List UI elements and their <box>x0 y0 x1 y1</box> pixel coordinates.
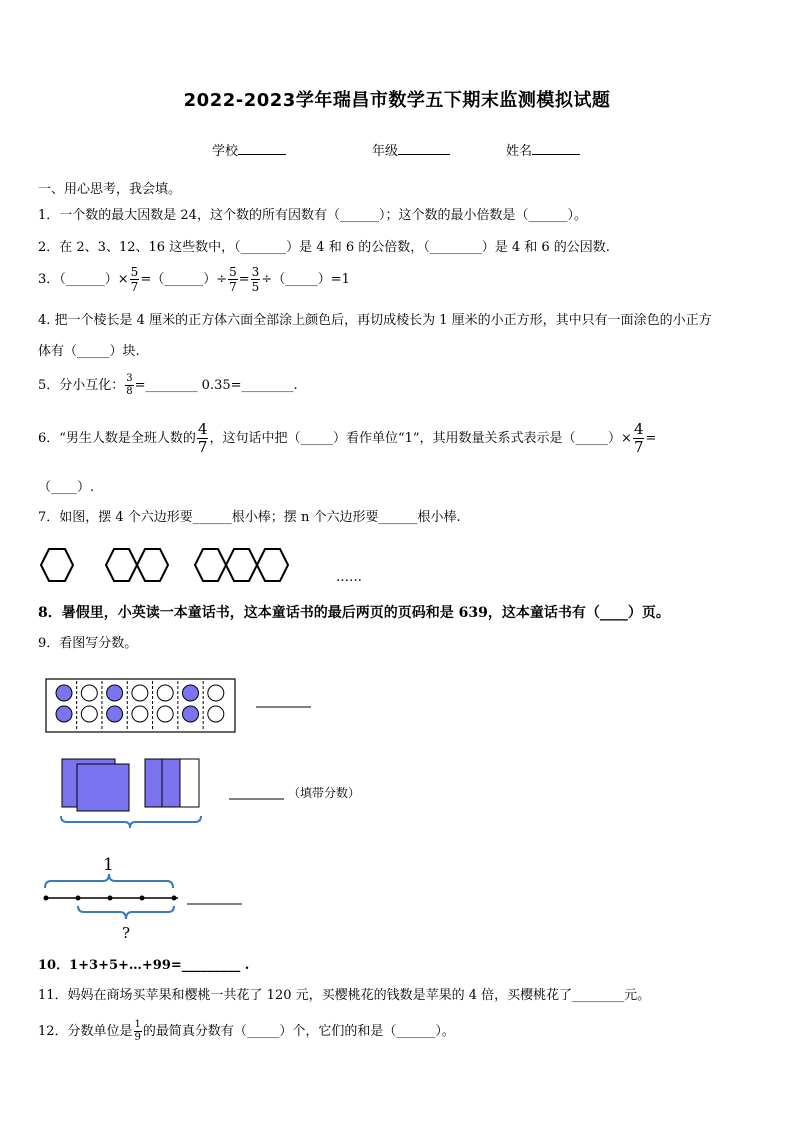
question-11: 11．妈妈在商场买苹果和樱桃一共花了 120 元，买樱桃花的钱数是苹果的 4 倍，买樱桃花了________元。 <box>38 988 651 1003</box>
school-label: 学校 <box>212 144 239 159</box>
fraction: $\frac{3}{5}$ <box>251 265 260 294</box>
mixed-number-hint: （填带分数） <box>288 786 361 800</box>
fraction: $\frac{5}{7}$ <box>130 265 139 294</box>
number-line-label-bottom: ? <box>122 924 131 942</box>
name-label: 姓名 <box>506 144 533 159</box>
section-heading: 一、用心思考，我会填。 <box>38 182 182 197</box>
fraction: $\frac{1}{9}$ <box>134 1019 141 1043</box>
fraction: $\frac{5}{7}$ <box>229 265 237 294</box>
tick-point <box>44 896 49 901</box>
fraction: $\frac{4}{7}$ <box>633 420 644 456</box>
question-4-line2: 体有（_____）块. <box>38 344 140 359</box>
fraction: $\frac{4}{7}$ <box>197 420 208 456</box>
question-2: 2．在 2、3、12、16 这些数中，（_______）是 4 和 6 的公倍数，（________）是 4 和 6 的公因数. <box>38 240 610 255</box>
fraction: $\frac{3}{8}$ <box>126 373 133 397</box>
question-4-line1: 4. 把一个棱长是 4 厘米的正方体六面全部涂上颜色后，再切成棱长为 1 厘米的小正方形，其中只有一面涂色的小正方 <box>38 313 712 328</box>
tick-point <box>140 896 145 901</box>
ellipsis: …… <box>336 570 362 585</box>
top-brace <box>45 874 173 888</box>
grade-label: 年级 <box>372 144 399 159</box>
question-10: 10．1+3+5+…+99=_________ . <box>38 958 250 973</box>
tick-point <box>76 896 81 901</box>
question-1: 1．一个数的最大因数是 24，这个数的所有因数有（______）；这个数的最小倍数是（______）。 <box>38 208 587 223</box>
question-5: 5．分小互化： $\frac{3}{8}$ =________ 0.35=________. <box>38 373 298 397</box>
bottom-brace <box>78 906 174 919</box>
question-6-line2: （____）. <box>38 480 95 495</box>
question-8: 8．暑假里，小英读一本童话书，这本童话书的最后两页的页码和是 639，这本童话书有（____）页。 <box>38 605 670 621</box>
question-6: 6．“男生人数是全班人数的 $\frac{4}{7}$ ，这句话中把（_____）看作单位“1”，其用数量关系式表示是（_____）× $\frac{4}{7}$ = <box>38 420 657 456</box>
number-line-label-top: 1 <box>103 855 114 875</box>
question-3: 3．（______）× $\frac{5}{7}$ =（______）÷ $\frac{5}{7}$ = $\frac{3}{5}$ ÷（_____）=1 <box>38 265 350 294</box>
question-7: 7．如图，摆 4 个六边形要______根小棒；摆 n 个六边形要______根小棒. <box>38 510 461 525</box>
tick-point <box>108 896 113 901</box>
question-9: 9．看图写分数。 <box>38 636 138 651</box>
question-12: 12．分数单位是 $\frac{1}{9}$ 的最简真分数有（_____）个，它们的和是（______）。 <box>38 1019 455 1043</box>
page-title: 2022-2023学年瑞昌市数学五下期末监测模拟试题 <box>183 90 611 111</box>
tick-point <box>172 896 177 901</box>
